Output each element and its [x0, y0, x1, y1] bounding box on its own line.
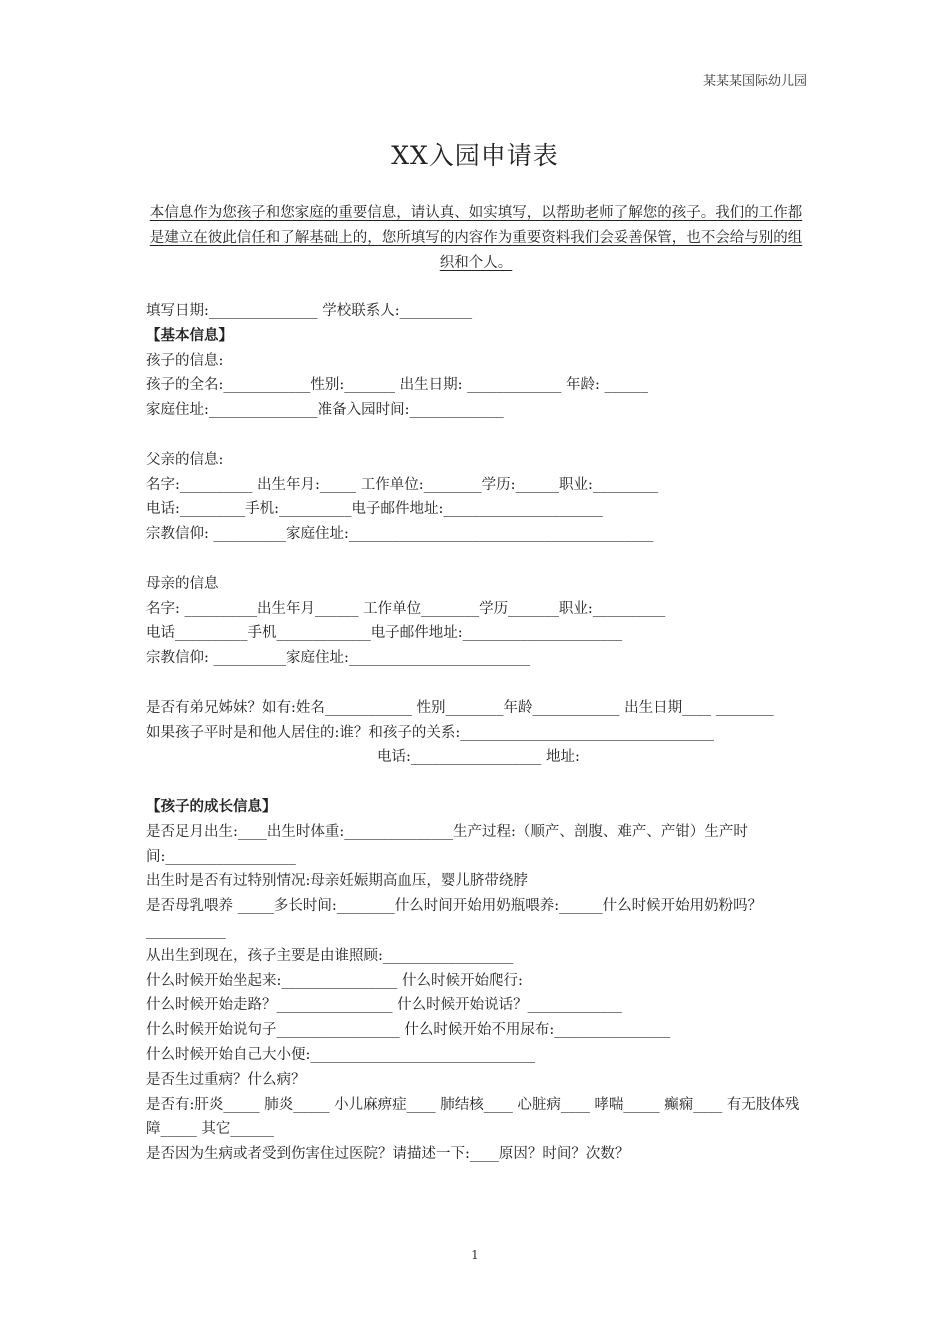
toilet-line: 什么时候开始自己大小便:_______________________________ — [146, 1046, 536, 1063]
child-address-line: 家庭住址:_______________准备入园时间:_____________ — [146, 402, 504, 419]
mother-info-label: 母亲的信息 — [146, 575, 219, 592]
hospital-line: 是否因为生病或者受到伤害住过医院？请描述一下:____原因？时间？次数？ — [146, 1146, 630, 1163]
intro-text: 本信息作为您孩子和您家庭的重要信息，请认真、如实填写，以帮助老师了解您的孩子。我们的工作都是建立在彼此信任和了解基础上的，您所填写的内容作为重要资料我们会妥善保管，也不会给与别的组织和个人。 — [149, 205, 803, 271]
illness-line: 是否生过重病？什么病？ — [146, 1071, 306, 1088]
mother-religion-line: 宗教信仰: __________家庭住址:_________________________ — [146, 650, 531, 667]
page-title: XX入园申请表 — [391, 141, 559, 170]
form-body — [146, 299, 811, 1167]
sit-crawl-line: 什么时候开始坐起来:________________ 什么时候开始爬行: — [146, 972, 523, 989]
father-religion-line: 宗教信仰: __________家庭住址:__________________________________________ — [146, 526, 654, 543]
sentence-diaper-line: 什么时候开始说句子_________________ 什么时候开始不用尿布:________________ — [146, 1022, 671, 1039]
disease-checklist-line: 是否有:肝炎_____ 肺炎_____ 小儿麻痹症____ 肺结核____ 心脏病____ 哮喘_____ 癫痫____ 有无肢体残障_____ 其它______ — [146, 1096, 800, 1138]
intro-paragraph — [146, 201, 806, 276]
child-name-line: 孩子的全名:____________性别:_______ 出生日期: _____________ 年龄: ______ — [146, 377, 648, 394]
walk-talk-line: 什么时候开始走路？________________ 什么时候开始说话？_____________ — [146, 997, 622, 1014]
cohabit-line: 如果孩子平时是和他人居住的:谁？和孩子的关系:___________________________________ — [146, 724, 715, 741]
page-number: 1 — [471, 1248, 479, 1262]
birth-special-line: 出生时是否有过特别情况:母亲妊娠期高血压，婴儿脐带绕脖 — [146, 873, 528, 890]
caregiver-line: 从出生到现在，孩子主要是由谁照顾:__________________ — [146, 947, 514, 964]
school-name-header: 某某某国际幼儿园 — [702, 74, 807, 89]
feeding-line: 是否母乳喂养 _____多长时间:________什么时间开始用奶瓶喂养:______什么时候开始用奶粉吗？ ___________ — [146, 898, 763, 939]
mother-phone-line: 电话__________手机_____________电子邮件地址:______________________ — [146, 625, 623, 642]
father-phone-line: 电话:_________手机:__________电子邮件地址:______________________ — [146, 501, 603, 518]
cohabit-phone-address-line: 电话:__________________ 地址: — [377, 749, 580, 766]
basic-info-heading: 【基本信息】 — [146, 326, 233, 344]
child-info-label: 孩子的信息: — [146, 352, 224, 369]
mother-name-line: 名字: __________出生年月______ 工作单位________学历_______职业:__________ — [146, 600, 666, 617]
father-name-line: 名字:__________ 出生年月:_____ 工作单位:________学历:______职业:_________ — [146, 476, 659, 493]
growth-info-heading: 【孩子的成长信息】 — [146, 797, 277, 815]
date-contact-line: 填写日期:_______________ 学校联系人:__________ — [146, 303, 473, 319]
sibling-line: 是否有弟兄姊妹？如有:姓名____________ 性别________年龄____________ 出生日期____ ________ — [146, 699, 774, 716]
birth-line: 是否足月出生:____出生时体重:_______________生产过程:（顺产、剖腹、难产、产钳）生产时间:__________________ — [146, 823, 748, 865]
father-info-label: 父亲的信息: — [146, 451, 224, 468]
